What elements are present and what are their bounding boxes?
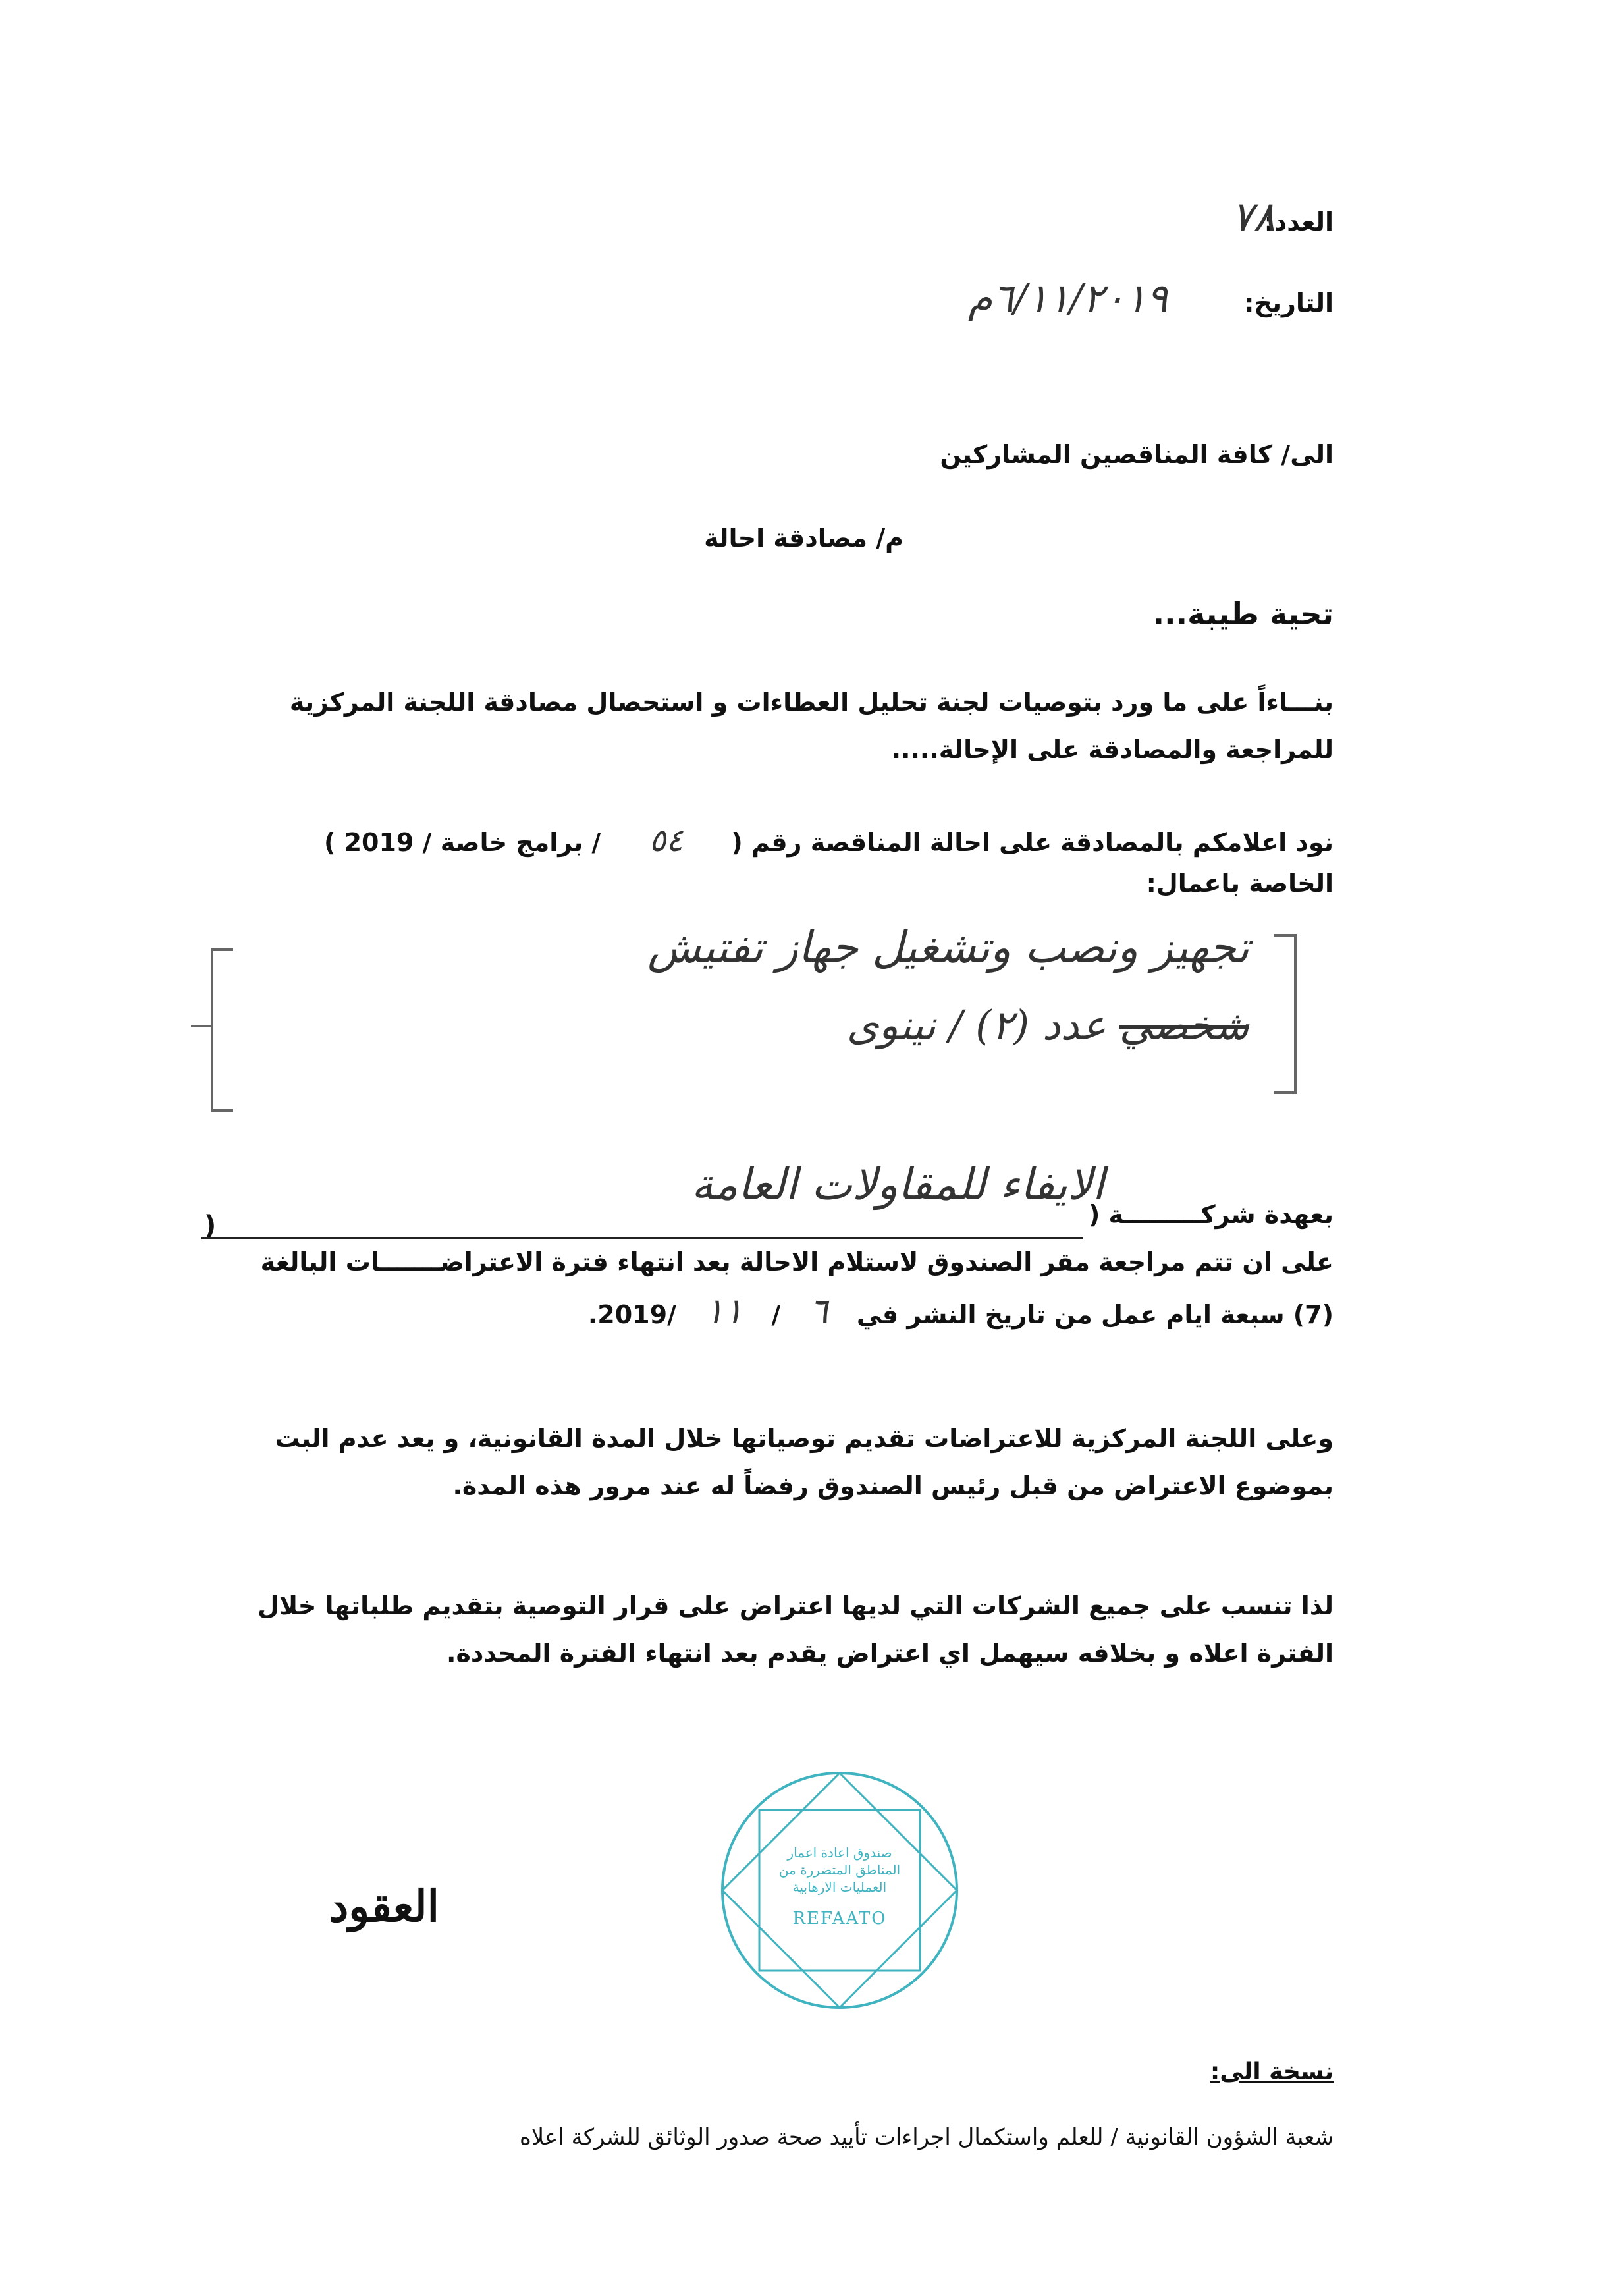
para3-after: /2019. — [587, 1300, 676, 1329]
stamp-line2: المناطق المتضررة من — [778, 1862, 901, 1878]
works-rest: عدد (٢) / نينوى — [846, 1001, 1106, 1049]
stamp-line4: REFAATO — [792, 1909, 887, 1928]
works-bracket-left-tick — [191, 1025, 211, 1027]
para5-line1: لذا تنسب على جميع الشركات التي لديها اعتراض على قرار التوصية بتقديم طلباتها خلال — [257, 1591, 1334, 1620]
works-line2 — [847, 1001, 1249, 1049]
para2-before: نود اعلامكم بالمصادقة على احالة المناقصة رقم ( — [731, 828, 1334, 857]
works-bracket-left — [211, 948, 233, 1112]
para2-line2: الخاصة باعمال: — [1146, 869, 1334, 898]
company-close: ) — [204, 1211, 217, 1241]
signature-label: العقود — [329, 1880, 439, 1932]
para3-line1: على ان تتم مراجعة مقر الصندوق لاستلام الاحالة بعد انتهاء فترة الاعتراضـــــــات البالغة — [260, 1247, 1334, 1276]
para4-line2: بموضوع الاعتراض من قبل رئيس الصندوق رفضاً له عند مرور هذه المدة. — [452, 1471, 1334, 1500]
para4-line1: وعلى اللجنة المركزية للاعتراضات تقديم توصياتها خلال المدة القانونية، و يعد عدم البت — [275, 1424, 1334, 1453]
works-bracket-right — [1274, 934, 1297, 1094]
copy-line: شعبة الشؤون القانونية / للعلم واستكمال اجراءات تأييد صحة صدور الوثائق للشركة اعلاه — [519, 2124, 1334, 2150]
stamp-line1: صندوق اعادة اعمار — [787, 1845, 892, 1861]
para1-line2: للمراجعة والمصادقة على الإحالة..... — [891, 735, 1334, 764]
para2-after: / برامج خاصة / 2019 ) — [324, 828, 601, 857]
para3-line2 — [588, 1288, 1334, 1338]
number-value: ٧٨ — [1231, 192, 1276, 240]
para1-line1: بنـــاءاً على ما ورد بتوصيات لجنة تحليل العطاءات و استحصال مصادقة اللجنة المركزية — [289, 688, 1334, 717]
company-label: بعهدة شركـــــــــة ( — [1088, 1200, 1334, 1229]
date-value: ٦/١١/٢٠١٩م — [968, 275, 1168, 321]
date-label: التاريخ: — [1244, 288, 1334, 317]
addressee: الى/ كافة المناقصين المشاركين — [940, 440, 1334, 469]
company-name: الايفاء للمقاولات العامة — [691, 1159, 1104, 1210]
pub-sep: / — [771, 1300, 781, 1329]
stamp-text — [774, 1844, 905, 1927]
stamp-line3: العمليات الارهابية — [792, 1879, 887, 1895]
number-label: العدد: — [1264, 207, 1334, 236]
pub-month: ١١ — [705, 1290, 743, 1332]
stamp — [715, 1765, 965, 2015]
works-line1: تجهيز ونصب وتشغيل جهاز تفتيش — [647, 922, 1249, 973]
para3-before: (7) سبعة ايام عمل من تاريخ النشر في — [856, 1300, 1334, 1329]
copy-label: نسخة الى: — [1210, 2058, 1334, 2085]
greeting: تحية طيبة... — [1152, 596, 1334, 632]
para5-line2: الفترة اعلاه و بخلافه سيهمل اي اعتراض يقدم بعد انتهاء الفترة المحددة. — [446, 1639, 1334, 1668]
subject: م/ مصادقة احالة — [704, 524, 903, 553]
works-crossed-word: شخصي — [1119, 1001, 1249, 1049]
para2-line1 — [324, 817, 1334, 866]
tender-number: ٥٤ — [649, 822, 684, 859]
pub-day: ٦ — [809, 1290, 828, 1332]
